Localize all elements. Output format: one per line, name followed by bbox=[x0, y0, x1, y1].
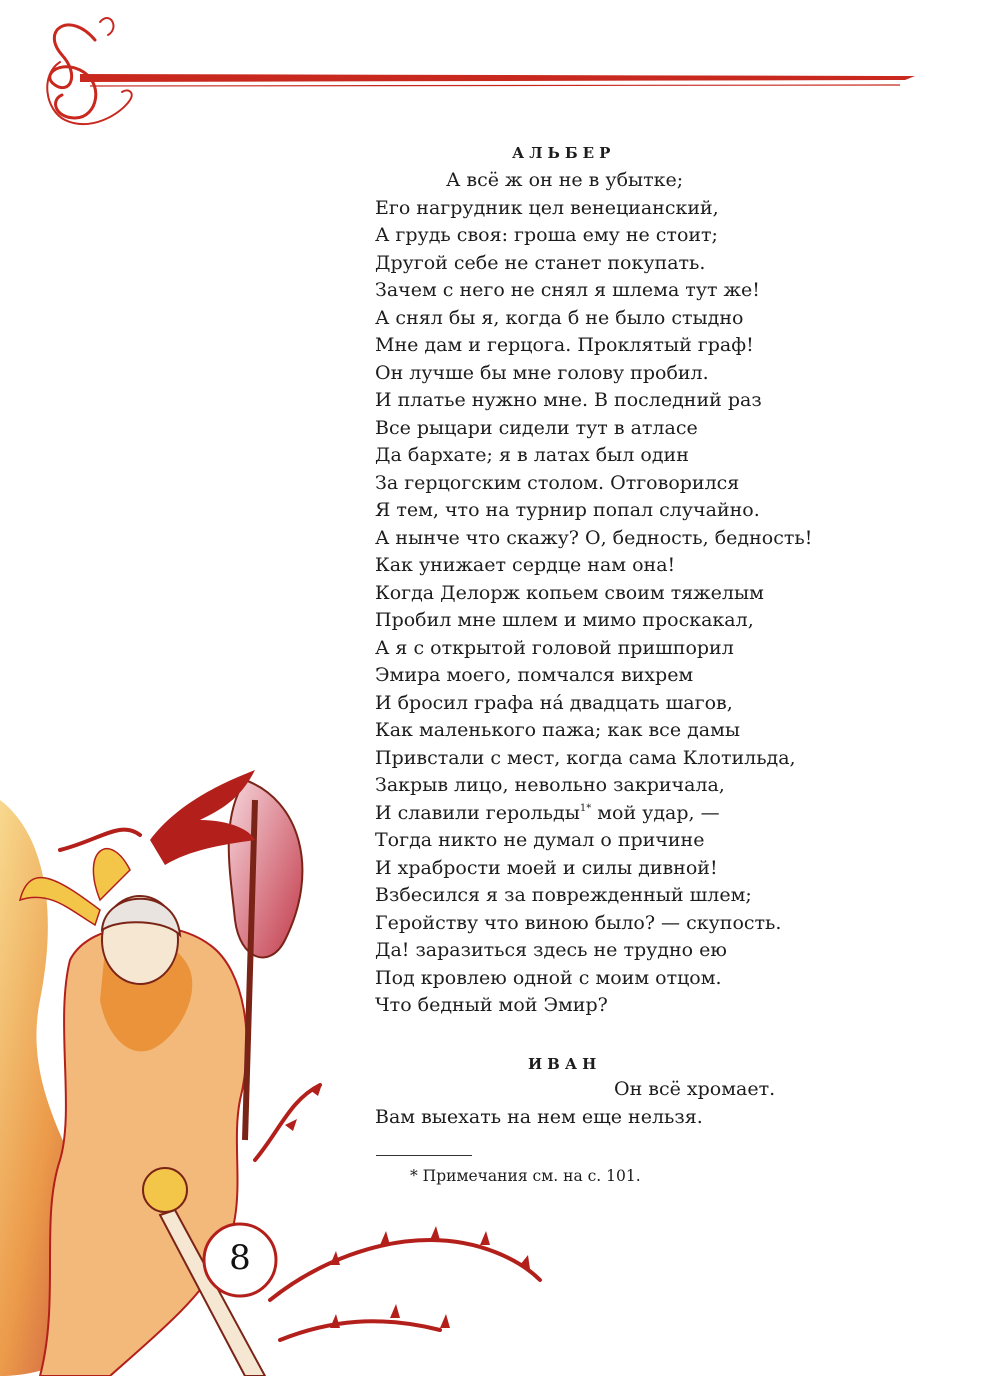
sword-pommel bbox=[143, 1168, 187, 1212]
page-number: 8 bbox=[229, 1238, 251, 1278]
verse-line: Под кровлею одной с моим отцом. bbox=[375, 966, 722, 989]
verse-line: Что бедный мой Эмир? bbox=[375, 994, 608, 1016]
thorny-vine bbox=[280, 1321, 440, 1340]
verse-line: Зачем с него не снял я шлема тут же! bbox=[375, 279, 760, 301]
ivan-speech bbox=[375, 1076, 935, 1131]
verse-line: Тогда никто не думал о причине bbox=[375, 829, 705, 851]
verse-line: Привстали с мест, когда сама Клотильда, bbox=[375, 746, 796, 769]
verse-line: Взбесился я за поврежденный шлем; bbox=[375, 884, 752, 906]
verse-line: Его нагрудник цел венецианский, bbox=[375, 196, 719, 219]
speaker-name-ivan: ИВАН bbox=[528, 1055, 602, 1073]
header-rule bbox=[80, 74, 915, 82]
verse-line: А всё ж он не в убытке; bbox=[446, 169, 684, 191]
footnote-rule bbox=[376, 1155, 472, 1156]
thorn bbox=[330, 1226, 530, 1269]
verse-line: За герцогским столом. Отговорился bbox=[375, 471, 740, 494]
verse-line: И платье нужно мне. В последний раз bbox=[375, 389, 762, 411]
verse-line: И бросил графа на́ двадцать шагов, bbox=[375, 691, 733, 714]
verse-line: А грудь своя: гроша ему не стоит; bbox=[375, 224, 718, 246]
verse-line: Все рыцари сидели тут в атласе bbox=[375, 416, 698, 439]
verse-line: Да! заразиться здесь не трудно ею bbox=[375, 939, 727, 961]
thorny-vine bbox=[60, 830, 140, 850]
ornament-flourish bbox=[50, 25, 96, 118]
verse-line: Он лучше бы мне голову пробил. bbox=[375, 361, 709, 384]
verse-line: Мне дам и герцога. Проклятый граф! bbox=[375, 334, 754, 356]
verse-line: Вам выехать на нем еще нельзя. bbox=[375, 1105, 703, 1128]
verse-line: А снял бы я, когда б не было стыдно bbox=[375, 306, 744, 329]
verse-line: Эмира моего, помчался вихрем bbox=[375, 664, 694, 686]
verse-line: Я тем, что на турнир попал случайно. bbox=[375, 499, 760, 521]
verse-line: А я с открытой головой пришпорил bbox=[375, 636, 734, 659]
thorny-vine bbox=[270, 1240, 540, 1300]
verse-line: Он всё хромает. bbox=[614, 1078, 776, 1100]
verse-line bbox=[375, 800, 935, 828]
verse-line-tail: мой удар, — bbox=[591, 801, 720, 824]
verse-line: Да бархате; я в латах был один bbox=[375, 444, 689, 466]
header-ornament bbox=[0, 0, 1000, 140]
speaker-name-albert: АЛЬБЕР bbox=[512, 144, 616, 162]
footnote: * Примечания см. на с. 101. bbox=[410, 1167, 641, 1185]
verse-line: Когда Делорж копьем своим тяжелым bbox=[375, 581, 764, 604]
ornament-flourish bbox=[100, 18, 113, 35]
verse-line: И храбрости моей и силы дивной! bbox=[375, 856, 718, 879]
axe-blade bbox=[229, 780, 303, 957]
footnote-marker: 1* bbox=[579, 802, 592, 814]
verse-line: Как маленького пажа; как все дамы bbox=[375, 719, 741, 741]
thorny-vine bbox=[255, 1085, 320, 1160]
verse-line-head: И славили герольды bbox=[375, 801, 580, 824]
verse-line: Как унижает сердце нам она! bbox=[375, 554, 676, 576]
verse-line: Другой себе не станет покупать. bbox=[375, 251, 706, 274]
verse-line: А нынче что скажу? О, бедность, бедность! bbox=[375, 526, 813, 549]
albert-speech bbox=[375, 167, 935, 1020]
verse-line: Пробил мне шлем и мимо проскакал, bbox=[375, 609, 754, 631]
verse-line: Геройству что виною было? — скупость. bbox=[375, 911, 782, 934]
header-rule-thin bbox=[90, 85, 900, 86]
verse-line: Закрыв лицо, невольно закричала, bbox=[375, 774, 725, 796]
